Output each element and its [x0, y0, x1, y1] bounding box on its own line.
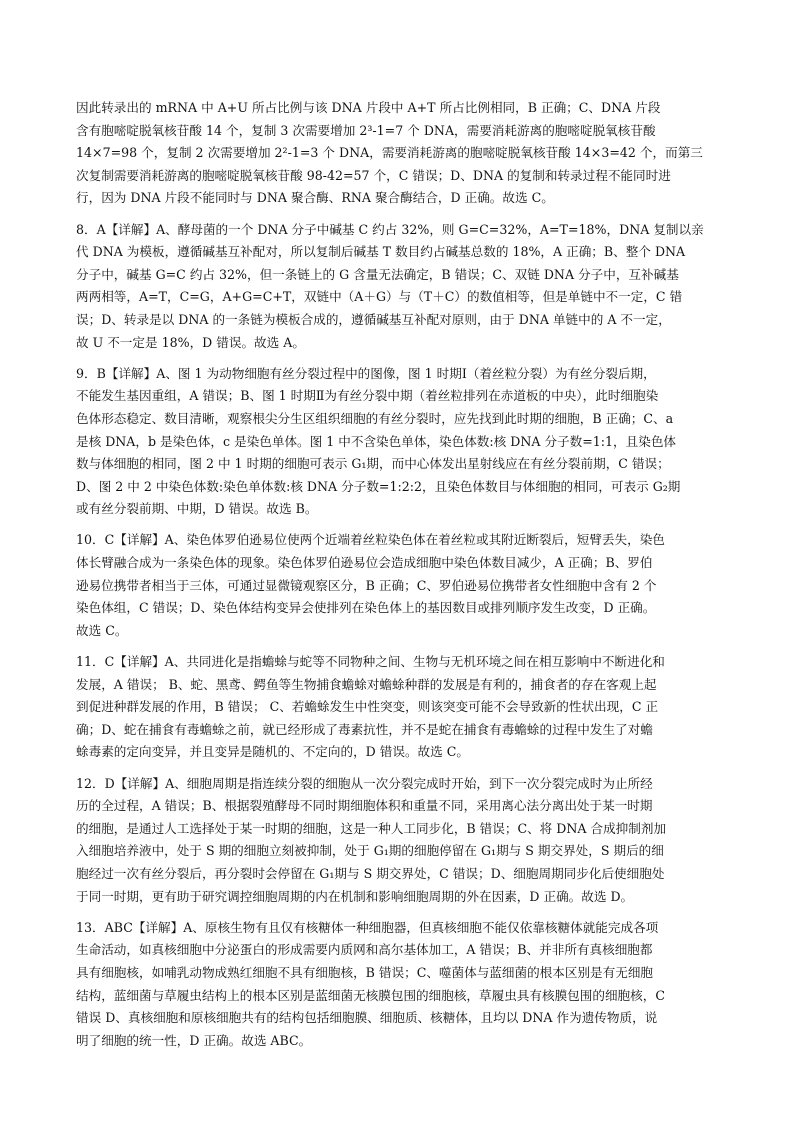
- text-line: 逊易位携带者相当于三体，可通过显微镜观察区分，B 正确；C、罗伯逊易位携带者女性细胞中含有 2 个: [76, 577, 657, 593]
- paragraph-q12: [76, 773, 736, 909]
- text-line: 数与体细胞的相同，图 2 中 1 时期的细胞可表示 G₁期，而中心体发出星射线应在有丝分裂前期，C 错误；: [76, 456, 670, 472]
- text-line: 生命活动，如真核细胞中分泌蛋白的形成需要内质网和高尔基体加工，A 错误；B、并非所有真核细胞都: [76, 942, 653, 958]
- text-line: 13．ABC【详解】A、原核生物有且仅有核糖体一种细胞器，但真核细胞不能仅依靠核糖体就能完成各项: [76, 919, 659, 935]
- text-line: 次复制需要消耗游离的胞嘧啶脱氧核苷酸 98-42=57 个，C 错误；D、DNA 的复制和转录过程不能同时进: [76, 167, 671, 183]
- text-line: 是核 DNA，b 是染色体，c 是染色单体。图 1 中不含染色单体，染色体数:核 DNA 分子数=1:1，且染色体: [76, 433, 677, 449]
- text-line: 色体形态稳定、数目清晰，观察根尖分生区组织细胞的有丝分裂时，应先找到此时期的细胞，B 正确；C、a: [76, 410, 674, 426]
- answer-explanations: [76, 97, 736, 1061]
- text-line: 染色体组，C 错误；D、染色体结构变异会使排列在染色体上的基因数目或排列顺序发生改变，D 正确。: [76, 600, 656, 616]
- text-line: 8．A【详解】A、酵母菌的一个 DNA 分子中碱基 C 约占 32%，则 G=C=32%，A=T=18%，DNA 复制以亲: [76, 221, 704, 237]
- text-line: 发展，A 错误； B、蛇、黑鸢、鳄鱼等生物捕食蟾蜍对蟾蜍种群的发展是有利的，捕食者的存在客观上起: [76, 676, 657, 692]
- text-line: 确；D、蛇在捕食有毒蟾蜍之前，就已经形成了毒素抗性，并不是蛇在捕食有毒蟾蜍的过程中发生了对蟾: [76, 721, 653, 737]
- text-line: 代 DNA 为模板，遵循碱基互补配对，所以复制后碱基 T 数目约占碱基总数的 18%，A 正确；B、整个 DNA: [76, 244, 686, 260]
- paragraph-q7-continuation: [76, 97, 736, 210]
- text-line: 故 U 不一定是 18%，D 错误。故选 A。: [76, 334, 305, 350]
- text-line: 行，因为 DNA 片段不能同时与 DNA 聚合酶、RNA 聚合酶结合，D 正确。故选 C。: [76, 190, 554, 206]
- text-line: 或有丝分裂前期、中期，D 错误。故选 B。: [76, 501, 318, 517]
- text-line: 入细胞培养液中，处于 S 期的细胞立刻被抑制，处于 G₁期的细胞停留在 G₁期与 S 期交界处，S 期后的细: [76, 843, 664, 859]
- text-line: 12．D【详解】A、细胞周期是指连续分裂的细胞从一次分裂完成时开始，到下一次分裂完成时为止所经: [76, 775, 653, 791]
- text-line: 蜍毒素的定向变异，并且变异是随机的、不定向的，D 错误。故选 C。: [76, 744, 469, 760]
- text-line: 因此转录出的 mRNA 中 A+U 所占比例与该 DNA 片段中 A+T 所占比例相同，B 正确；C、DNA 片段: [76, 100, 661, 115]
- text-line: 14×7=98 个，复制 2 次需要增加 2²-1=3 个 DNA，需要消耗游离的胞嘧啶脱氧核苷酸 14×3=42 个，而第三: [76, 145, 703, 161]
- text-line: 错误 D、真核细胞和原核细胞共有的结构包括细胞膜、细胞质、核糖体，且均以 DNA 作为遗传物质，说: [76, 1010, 658, 1026]
- text-line: 结构，蓝细菌与草履虫结构上的根本区别是蓝细菌无核膜包围的细胞核，草履虫具有核膜包围的细胞核，C: [76, 987, 665, 1003]
- text-line: 历的全过程，A 错误；B、根据裂殖酵母不同时期细胞体积和重量不同，采用离心法分离出处于某一时期: [76, 798, 653, 814]
- text-line: 误；D、转录是以 DNA 的一条链为模板合成的，遵循碱基互补配对原则，由于 DNA 单链中的 A 不一定，: [76, 311, 671, 327]
- text-line: 含有胞嘧啶脱氧核苷酸 14 个，复制 3 次需要增加 2³-1=7 个 DNA，需要消耗游离的胞嘧啶脱氧核苷酸: [76, 122, 656, 138]
- text-line: 9．B【详解】A、图 1 为动物细胞有丝分裂过程中的图像，图 1 时期Ⅰ（着丝粒分裂）为有丝分裂后期，: [76, 365, 656, 381]
- text-line: 11．C【详解】A、共同进化是指蟾蜍与蛇等不同物种之间、生物与无机环境之间在相互影响中不断进化和: [76, 654, 665, 670]
- paragraph-q11: [76, 651, 736, 764]
- text-line: 具有细胞核，如哺乳动物成熟红细胞不具有细胞核，B 错误；C、噬菌体与蓝细菌的根本区别是有无细胞: [76, 964, 654, 980]
- text-line: 两两相等，A=T，C=G，A+G=C+T，双链中（A＋G）与（T＋C）的数值相等，但是单链中不一定，C 错: [76, 289, 683, 305]
- text-line: 10．C【详解】A、染色体罗伯逊易位使两个近端着丝粒染色体在着丝粒或其附近断裂后，短臂丢失，染色: [76, 532, 665, 548]
- text-line: 的细胞，是通过人工选择处于某一时期的细胞，这是一种人工同步化，B 错误；C、将 DNA 合成抑制剂加: [76, 820, 667, 836]
- text-line: 故选 C。: [76, 622, 128, 638]
- paragraph-q9: [76, 363, 736, 521]
- text-line: 分子中，碱基 G=C 约占 32%，但一条链上的 G 含量无法确定，B 错误；C、双链 DNA 分子中，互补碱基: [76, 266, 679, 282]
- text-line: 于同一时期，更有助于研究调控细胞周期的内在机制和影响细胞周期的外在因素，D 正确。故选 D。: [76, 888, 634, 904]
- text-line: 体长臂融合成为一条染色体的现象。染色体罗伯逊易位会造成细胞中染色体数目减少，A 正确；B、罗伯: [76, 555, 653, 571]
- text-line: 明了细胞的统一性，D 正确。故选 ABC。: [76, 1032, 312, 1048]
- paragraph-q10: [76, 529, 736, 642]
- paragraph-q8: [76, 219, 736, 355]
- paragraph-q13: [76, 917, 736, 1053]
- text-line: 胞经过一次有丝分裂后，再分裂时会停留在 G₁期与 S 期交界处，C 错误；D、细胞周期同步化后使细胞处: [76, 865, 665, 881]
- text-line: 不能发生基因重组，A 错误；B、图 1 时期Ⅱ为有丝分裂中期（着丝粒排列在赤道板的中央），此时细胞染: [76, 388, 659, 404]
- text-line: 到促进种群发展的作用，B 错误； C、若蟾蜍发生中性突变，则该突变可能不会导致新的性状出现，C 正: [76, 699, 659, 715]
- text-line: D、图 2 中 2 中染色体数:染色单体数:核 DNA 分子数=1:2:2，且染色体数目与体细胞的相同，可表示 G₂期: [76, 478, 681, 494]
